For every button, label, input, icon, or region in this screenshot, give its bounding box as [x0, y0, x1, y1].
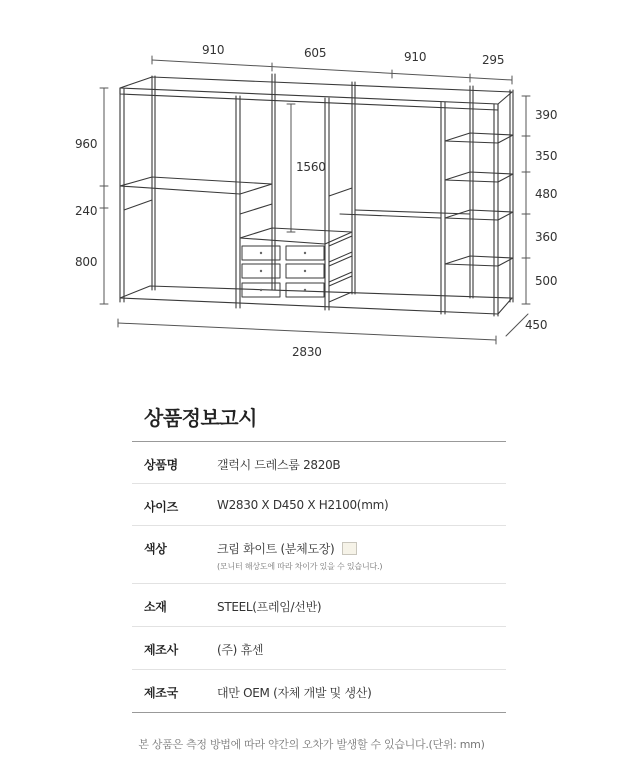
spec-value: STEEL(프레임/선반) [217, 600, 322, 614]
dim-total-width: 2830 [292, 345, 322, 359]
spec-row-color [132, 526, 506, 584]
spec-row-material [132, 584, 506, 627]
drawer-unit-top [240, 228, 352, 244]
dim-left-1: 960 [75, 137, 98, 151]
color-swatch [342, 542, 357, 555]
dim-right-2: 350 [535, 149, 558, 163]
dim-top-3: 910 [404, 50, 427, 64]
dim-depth: 450 [525, 318, 548, 332]
dimension-lines [100, 56, 530, 344]
spec-row-name [132, 442, 506, 484]
spec-row-maker [132, 627, 506, 670]
dim-right-3: 480 [535, 187, 558, 201]
left-mid-shelf [120, 177, 272, 194]
dim-right-5: 500 [535, 274, 558, 288]
spec-label: 소재 [144, 600, 167, 614]
dim-top-1: 910 [202, 43, 225, 57]
spec-value: 대만 OEM (자체 개발 및 생산) [217, 686, 372, 700]
bottom-shelf [120, 286, 512, 314]
dim-right-1: 390 [535, 108, 558, 122]
spec-label: 제조국 [144, 686, 178, 700]
footnote: 본 상품은 측정 방법에 따라 약간의 오차가 발생할 수 있습니다.(단위: mm) [138, 738, 485, 751]
dim-right-4: 360 [535, 230, 558, 244]
spec-label: 제조사 [144, 643, 178, 657]
posts [120, 74, 513, 316]
dim-top-2: 605 [304, 46, 327, 60]
spec-value: 갤럭시 드레스룸 2820B [217, 458, 341, 472]
spec-value [217, 540, 357, 557]
spec-value: W2830 X D450 X H2100(mm) [217, 498, 389, 512]
spec-table [132, 441, 506, 713]
product-dimension-diagram [0, 0, 623, 370]
color-value: 크림 화이트 (분체도장) [217, 542, 335, 556]
dim-center-height: 1560 [296, 160, 326, 174]
spec-value: (주) 휴센 [217, 643, 264, 657]
spec-label: 사이즈 [144, 500, 178, 514]
spec-row-origin [132, 670, 506, 712]
side-shelves [445, 133, 513, 266]
dim-left-2: 240 [75, 204, 98, 218]
info-title: 상품정보고시 [144, 406, 257, 430]
top-shelf [120, 77, 512, 104]
spec-row-size [132, 484, 506, 526]
color-note: (모니터 해상도에 따라 차이가 있을 수 있습니다.) [217, 562, 383, 571]
spec-label: 상품명 [144, 458, 178, 472]
dim-left-3: 800 [75, 255, 98, 269]
dim-top-4: 295 [482, 53, 505, 67]
drawer-knobs [260, 252, 306, 291]
spec-label: 색상 [144, 542, 167, 556]
